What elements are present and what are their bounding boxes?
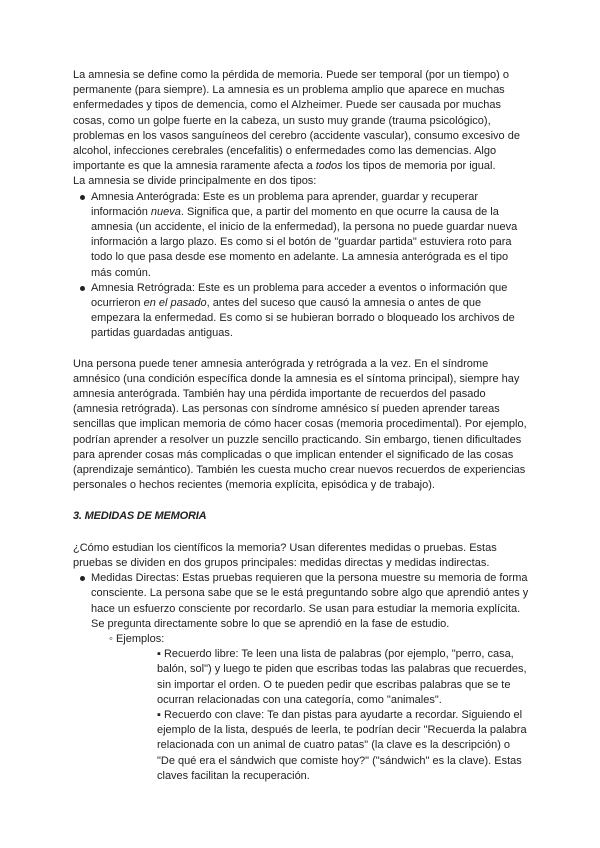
intro-paragraph	[73, 68, 529, 174]
emphasis-text: nueva	[150, 205, 181, 218]
measures-intro: ¿Cómo estudian los científicos la memoria? Usan diferentes medidas o pruebas. Estas pruebas se dividen en dos grupos principales: medidas directas y medidas indirectas.	[73, 541, 497, 569]
list-item: Amnesia Anterógrada: Este es un problema para aprender, guardar y recuperar información nueva. Significa que, a partir del momento en que ocurre la causa de la amnesia (un accidente, el inicio de la enfermedad), la persona no puede guardar nueva información a largo plazo. Es como si el botón de "guardar partida" estuviera roto para todo lo que pasa desde ese momento en adelante. La amnesia anterógrada es el tipo más común.	[67, 190, 529, 281]
types-lead: La amnesia se divide principalmente en dos tipos:	[73, 175, 317, 188]
section-heading: 3. MEDIDAS DE MEMORIA	[73, 510, 207, 523]
emphasis-text: en el pasado	[143, 297, 207, 310]
document-page	[73, 68, 529, 784]
intro-text-a: La amnesia se define como la pérdida de memoria. Puede ser temporal (por un tiempo) o permanente (para siempre). La amnesia es un problema amplio que aparece en muchas enfermedades y tipos de demencia, como el Alzheimer. Puede ser causada por muchas cosas, como un golpe fuerte en la cabeza, un susto muy grande (trauma psicológico), problemas en los vasos sanguíneos del cerebro (accidente vascular), consumo excesivo de alcohol, infecciones cerebrales (encefalitis) o enfermedades como las demencias. Algo importante es que la amnesia raramente afecta a	[73, 69, 520, 173]
list-item: Amnesia Retrógrada: Este es un problema para acceder a eventos o información que ocurrieron en el pasado, antes del suceso que causó la amnesia o antes de que empezara la enfermedad. Es como si se hubieran borrado o bloqueado los archivos de partidas guardadas antiguas.	[67, 281, 529, 342]
intro-emphasis: todos	[315, 160, 343, 173]
direct-measures-text: Medidas Directas: Estas pruebas requieren que la persona muestre su memoria de forma consciente. La persona sabe que se le está preguntando sobre algo que aprendió antes y hace un esfuerzo consciente por recordarlo. Se usan para estudiar la memoria explícita. Se pregunta directamente sobre lo que se aprendió en la fase de estudio.	[91, 572, 529, 630]
examples-label: ◦ Ejemplos:	[109, 632, 165, 645]
example-cued-recall: ▪ Recuerdo con clave: Te dan pistas para ayudarte a recordar. Siguiendo el ejemplo de la lista, después de leerla, te podrían decir "Recuerda la palabra relacionada con un animal de cuatro patas" (la clave es la descripción) o "De qué era el sándwich que comiste hoy?" ("sándwich" es la clave). Estas claves facilitan la recuperación.	[157, 708, 527, 782]
syndrome-paragraph: Una persona puede tener amnesia anterógrada y retrógrada a la vez. En el síndrome amnésico (una condición específica donde la amnesia es el síntoma principal), siempre hay amnesia anterógrada. También hay una pérdida importante de recuerdos del pasado (amnesia retrógrada). Las personas con síndrome amnésico sí pueden aprender tareas sencillas que implican memoria de cómo hacer cosas (memoria procedimental). Por ejemplo, podrían aprender a resolver un puzzle sencillo practicando. Sin embargo, tienen dificultades para aprender cosas más complicadas o que implican entender el significado de las cosas (aprendizaje semántico). También les cuesta mucho crear nuevos recuerdos de experiencias personales o hechos recientes (memoria explícita, episódica y de trabajo).	[73, 357, 527, 492]
example-free-recall: ▪ Recuerdo libre: Te leen una lista de palabras (por ejemplo, "perro, casa, balón, sol") y luego te piden que escribas todas las palabras que recuerdes, sin importar el orden. O te pueden pedir que escribas palabras que se te ocurran relacionadas con una categoría, como "animales".	[157, 648, 527, 706]
list-item	[67, 571, 529, 784]
measures-list	[73, 571, 529, 784]
intro-text-b: los tipos de memoria por igual.	[342, 160, 496, 173]
amnesia-types-list	[73, 190, 529, 342]
